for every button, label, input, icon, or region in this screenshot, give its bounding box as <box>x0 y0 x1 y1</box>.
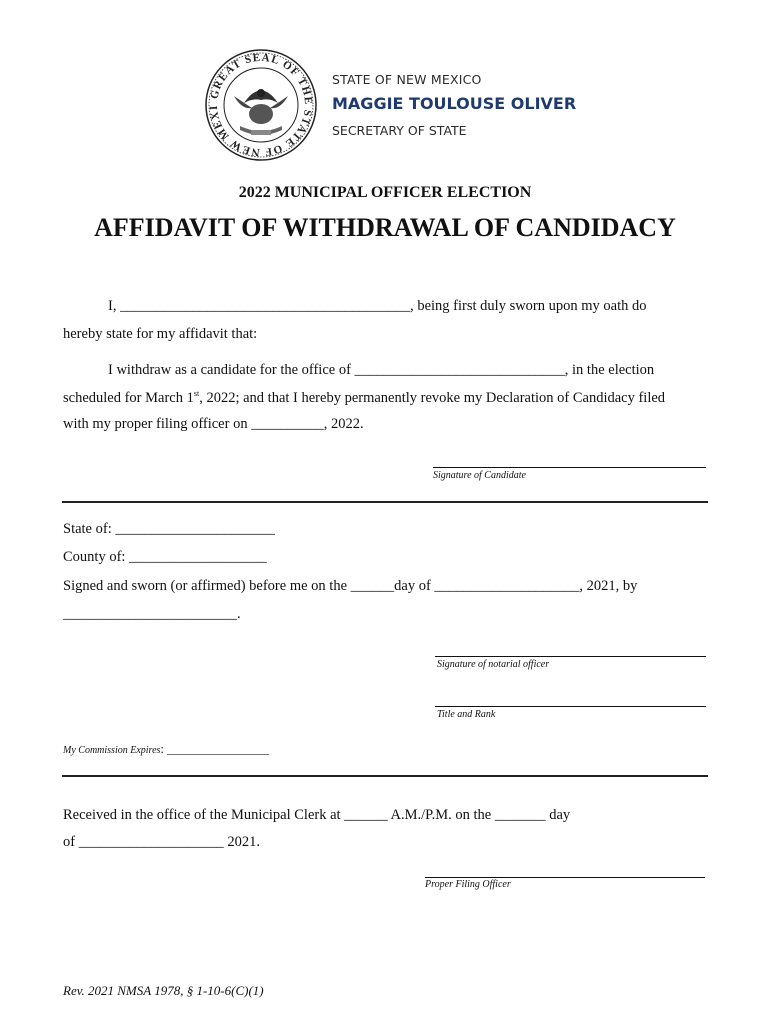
notary-signed-line-1: Signed and sworn (or affirmed) before me on the ______day of ____________________, 2021, by <box>63 578 638 594</box>
svg-text:GREAT SEAL OF THE STATE OF NEW: GREAT SEAL OF THE STATE OF NEW MEXI <box>207 51 315 159</box>
seal-graphic <box>204 48 318 162</box>
commission-label: My Commission Expires <box>63 745 161 756</box>
election-title: 2022 MUNICIPAL OFFICER ELECTION <box>238 184 532 201</box>
notary-county: County of: ___________________ <box>63 549 267 565</box>
candidate-signature-label: Signature of Candidate <box>433 470 526 481</box>
header-office: SECRETARY OF STATE <box>332 123 467 138</box>
commission-blank[interactable]: _________________ <box>164 742 270 756</box>
clerk-line-1: Received in the office of the Municipal Clerk at ______ A.M./P.M. on the _______ day <box>63 807 571 823</box>
oath-i: I, <box>108 298 117 314</box>
ordinal-st: st <box>193 389 200 398</box>
commission-expires <box>63 740 269 758</box>
notary-state: State of: ______________________ <box>63 521 275 537</box>
state-seal <box>204 48 318 162</box>
revision-note: Rev. 2021 NMSA 1978, § 1-10-6(C)(1) <box>63 983 264 998</box>
filing-officer-line[interactable] <box>425 877 705 878</box>
title-rank-label: Title and Rank <box>437 709 496 720</box>
notary-signature-label: Signature of notarial officer <box>437 659 550 670</box>
header-name: MAGGIE TOULOUSE OLIVER <box>332 94 577 113</box>
affidavit-title: AFFIDAVIT OF WITHDRAWAL OF CANDIDACY <box>94 213 676 242</box>
section-divider-1 <box>62 501 708 503</box>
oath-line-1 <box>108 298 647 315</box>
withdraw-line-2a: scheduled for March 1 <box>63 389 194 406</box>
title-rank-line[interactable] <box>435 706 706 707</box>
withdraw-line-3: with my proper filing officer on __________, 2022. <box>63 416 364 432</box>
candidate-name-blank[interactable]: ________________________________________ <box>120 298 411 314</box>
notary-signature-line[interactable] <box>435 656 706 657</box>
withdraw-line-2b: , 2022; and that I hereby permanently revoke my Declaration of Candidacy filed <box>199 389 666 406</box>
notary-signed-line-2: ________________________. <box>63 606 241 622</box>
header-state: STATE OF NEW MEXICO <box>332 72 482 87</box>
clerk-line-2: of ____________________ 2021. <box>63 834 260 850</box>
oath-line-2: hereby state for my affidavit that: <box>63 326 258 342</box>
section-divider-2 <box>62 775 708 777</box>
oath-text: , being first duly sworn upon my oath do <box>410 298 647 314</box>
commission-colon: : <box>160 741 165 756</box>
withdraw-line-2 <box>63 389 665 407</box>
filing-officer-label: Proper Filing Officer <box>425 879 511 890</box>
candidate-signature-line[interactable] <box>433 467 706 468</box>
withdraw-line-1: I withdraw as a candidate for the office of _____________________________, in the election <box>108 362 655 378</box>
